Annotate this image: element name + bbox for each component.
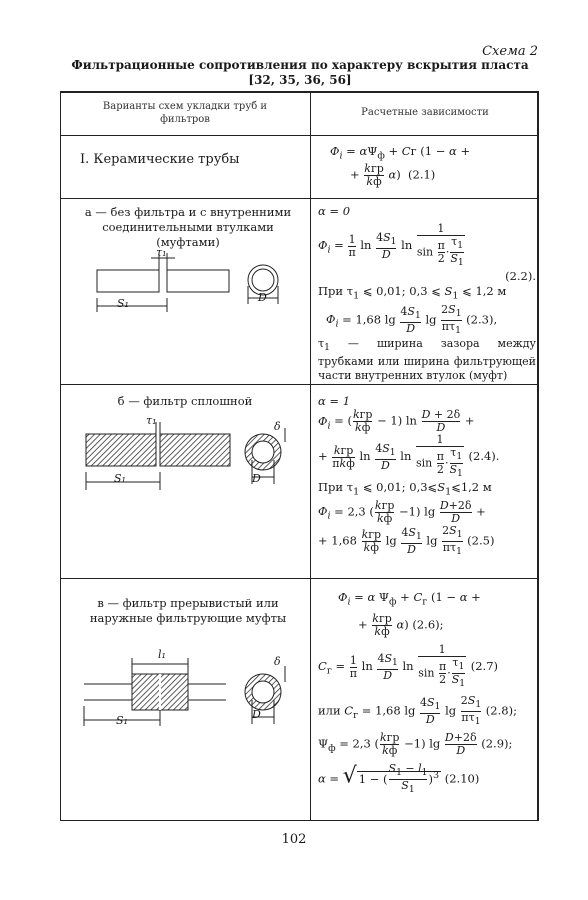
diagram-b-label-s1: S₁ bbox=[114, 472, 126, 485]
row-divider-3 bbox=[60, 578, 538, 579]
row-divider-2 bbox=[60, 384, 538, 385]
diagram-b-label-tau: τ₁ bbox=[146, 414, 157, 427]
diagram-a-label-d: D bbox=[258, 291, 267, 304]
diagram-v-interrupted-filter bbox=[80, 650, 295, 730]
diagram-a-label-s1: S₁ bbox=[117, 297, 129, 310]
formula-block-a: α = 0 $\Phi_i$ = $\frac{1}{\pi}$ ln $\frac{4S_1}{D}$ ln 1 sin $\frac{\pi}{2}$ · $\frac{\tau_1}{S_1}$ (2.2). При $\tau_1$ ⩽ 0,01; 0,3 ⩽ $S_1$ ⩽ 1,2 м $\Phi_i = 1,68$ lg $\frac{4S_1}{D}$ lg $\frac{2S_1}{\pi\tau_1}$ (2.3), $\tau_1$ — ширина зазора между трубками или ширина фильтрующей части внутренних втулок (муфт) bbox=[318, 204, 536, 383]
title-line-1: Фильтрационные сопротивления по характеру вскрытия пласта bbox=[71, 58, 529, 72]
table-left-border bbox=[60, 91, 61, 821]
formula-block-b: α = 1 $\Phi_i$ = ( $\frac{\text{kгр}}{kф}$ − 1) ln $\frac{D + 2\delta}{D}$ + + $\frac{\text{kгр}}{\text{πkф}}$ ln $\frac{4S_1}{D}$ ln 1 sin $\frac{\pi}{2}$ · $\frac{\tau_1}{S_1}$ (2.4). При $\tau_1$ ⩽ 0,01; $0,3⩽S_1⩽1,2$ м $\Phi_i = 2,3$ ( $\frac{\text{kгр}}{kф}$ −1) lg $\frac{D+2\delta}{D}$ + + 1,68 $\frac{\text{kгр}}{kф}$ lg $\frac{4S_1}{D}$ lg $\frac{2S_1}{\pi\tau_1}$ (2.5) bbox=[318, 394, 500, 558]
table-top-border bbox=[60, 91, 538, 93]
formula-2-1: $\Phi_i = \alpha\Psi_ф$ + Cг (1 − α + + $\frac{\text{kгр}}{kф}$ α) (2.1) bbox=[330, 144, 471, 189]
section-b-label: б — фильтр сплошной bbox=[117, 394, 253, 408]
diagram-b-continuous-filter bbox=[80, 420, 295, 495]
row-divider-1 bbox=[60, 198, 538, 199]
section-v-label: в — фильтр прерывистый или наружные фильтрующие муфты bbox=[89, 596, 287, 625]
header-bottom-border bbox=[60, 135, 538, 136]
scheme-label: Схема 2 bbox=[482, 44, 538, 59]
diagram-v-label-s1: S₁ bbox=[116, 714, 128, 727]
diagram-b-label-delta: δ bbox=[274, 420, 281, 433]
formula-block-v: $\Phi_i = \alpha$ $\Psi_ф + C_г$ (1 − α + + $\frac{\text{kгр}}{kф}$ α) (2.6); $C_г$ = $\frac{1}{\pi}$ ln $\frac{4S_1}{D}$ ln 1 sin $\frac{\pi}{2}$ · $\frac{\tau_1}{S_1}$ (2.7) или $C_г = 1,68$ lg $\frac{4S_1}{D}$ lg $\frac{2S_1}{\pi\tau_1}$ (2.8); $\Psi_ф = 2,3$ ( $\frac{\text{kгр}}{kф}$ −1) lg $\frac{D+2\delta}{D}$ (2.9); α = √ 1 − ( $\frac{S_1 - l_1}{S_1}$ )$^3$ (2.10) bbox=[318, 590, 517, 796]
table-column-divider bbox=[310, 91, 311, 821]
section-a-label: а — без фильтра и с внутренними соединительными втулками (муфтами) bbox=[84, 205, 292, 249]
page-title bbox=[60, 58, 540, 88]
page-number: 102 bbox=[281, 832, 307, 847]
section-ceramic-label: I. Керамические трубы bbox=[80, 152, 240, 167]
diagram-b-label-d: D bbox=[252, 472, 261, 485]
diagram-v-label-d: D bbox=[252, 708, 261, 721]
diagram-v-label-delta: δ bbox=[274, 655, 281, 668]
column-header-formulas: Расчетные зависимости bbox=[361, 107, 489, 118]
diagram-v-label-l1: l₁ bbox=[158, 648, 166, 661]
table-right-border bbox=[537, 91, 539, 821]
title-line-2: [32, 35, 36, 56] bbox=[248, 73, 352, 87]
table-bottom-border bbox=[60, 820, 538, 821]
column-header-schemes: Варианты схем укладки труб и фильтров bbox=[102, 101, 268, 125]
diagram-a-label-tau: τ₁ bbox=[156, 246, 167, 259]
